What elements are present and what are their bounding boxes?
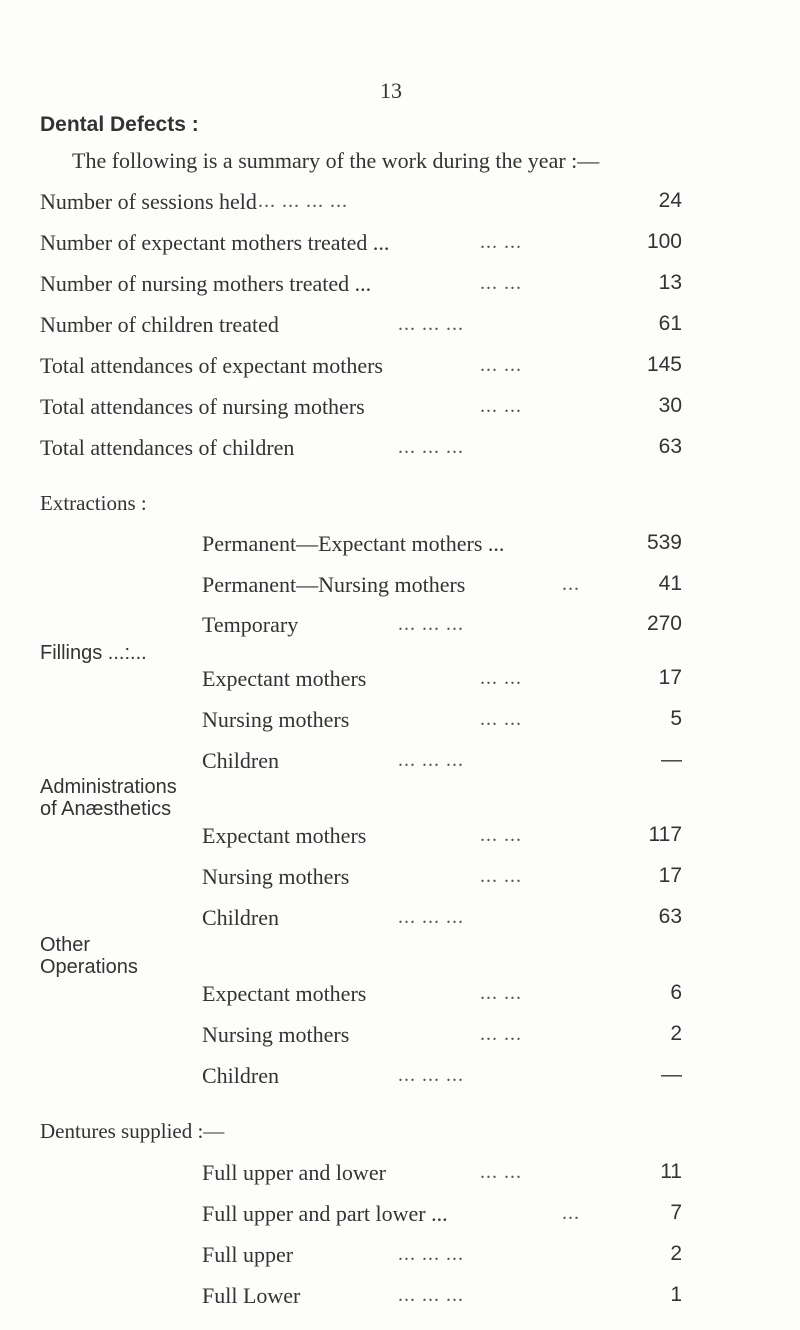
summary-label: Number of children treated: [40, 312, 279, 337]
page-number: 13: [380, 78, 402, 103]
leader-dots: ...: [562, 1202, 580, 1224]
leader-dots: ... ... ...: [398, 313, 464, 335]
denture-value: 11: [660, 1160, 682, 1183]
section-heading: Dental Defects :: [40, 113, 199, 136]
leader-dots: ... ... ...: [398, 1284, 464, 1306]
leader-dots: ... ... ...: [398, 906, 464, 928]
extraction-label: Temporary: [202, 612, 299, 637]
anaesthetics-label: of Anæsthetics: [40, 798, 172, 820]
summary-value: 13: [658, 271, 682, 294]
leader-dots: ... ...: [480, 865, 522, 887]
leader-dots: ... ... ... ...: [258, 190, 348, 212]
filling-label: Children: [202, 748, 279, 773]
leader-dots: ... ...: [480, 824, 522, 846]
filling-label: Expectant mothers: [202, 666, 367, 691]
summary-value: 145: [646, 353, 682, 376]
denture-label: Full Lower: [202, 1283, 301, 1308]
denture-label: Full upper and lower: [202, 1160, 386, 1185]
other-operations-label: Operations: [40, 956, 138, 978]
leader-dots: ... ...: [480, 231, 522, 253]
anaesthetic-label: Children: [202, 905, 279, 930]
denture-value: 1: [670, 1283, 682, 1306]
summary-label: Number of expectant mothers treated ...: [40, 230, 390, 255]
dentures-label: Dentures supplied :—: [40, 1119, 225, 1143]
operation-label: Nursing mothers: [202, 1022, 350, 1047]
summary-value: 63: [658, 435, 682, 458]
summary-label: Total attendances of nursing mothers: [40, 394, 365, 419]
operation-value: 2: [670, 1022, 682, 1045]
denture-label: Full upper: [202, 1242, 294, 1267]
anaesthetic-value: 17: [658, 864, 682, 887]
extraction-value: 41: [658, 572, 682, 595]
anaesthetic-value: 117: [648, 823, 682, 846]
leader-dots: ... ...: [480, 982, 522, 1004]
filling-value: 17: [658, 666, 682, 689]
summary-label: Number of nursing mothers treated ...: [40, 271, 372, 296]
filling-value: 5: [670, 707, 682, 730]
leader-dots: ... ...: [480, 395, 522, 417]
summary-label: Number of sessions held: [40, 189, 257, 214]
denture-label: Full upper and part lower ...: [202, 1201, 448, 1226]
leader-dots: ... ...: [480, 667, 522, 689]
leader-dots: ... ...: [480, 1023, 522, 1045]
operation-label: Expectant mothers: [202, 981, 367, 1006]
leader-dots: ... ... ...: [398, 436, 464, 458]
leader-dots: ... ...: [480, 272, 522, 294]
extractions-label: Extractions :: [40, 491, 147, 515]
filling-value: —: [661, 748, 682, 771]
summary-value: 100: [646, 230, 682, 253]
operation-value: —: [661, 1063, 682, 1086]
summary-label: Total attendances of expectant mothers: [40, 353, 383, 378]
extraction-value: 539: [646, 531, 682, 554]
denture-value: 2: [670, 1242, 682, 1265]
extraction-label: Permanent—Nursing mothers: [202, 572, 466, 597]
filling-label: Nursing mothers: [202, 707, 350, 732]
summary-value: 61: [658, 312, 682, 335]
other-operations-label: Other: [40, 934, 91, 956]
anaesthetic-label: Expectant mothers: [202, 823, 367, 848]
fillings-label: Fillings ...:...: [40, 642, 147, 664]
leader-dots: ... ... ...: [398, 749, 464, 771]
summary-value: 24: [658, 189, 682, 212]
operation-value: 6: [670, 981, 682, 1004]
extraction-label: Permanent—Expectant mothers ...: [202, 531, 505, 556]
anaesthetics-label: Administrations: [40, 776, 177, 798]
extraction-value: 270: [646, 612, 682, 635]
leader-dots: ...: [562, 573, 580, 595]
leader-dots: ... ...: [480, 354, 522, 376]
summary-label: Total attendances of children: [40, 435, 295, 460]
anaesthetic-label: Nursing mothers: [202, 864, 350, 889]
summary-value: 30: [658, 394, 682, 417]
leader-dots: ... ... ...: [398, 613, 464, 635]
leader-dots: ... ... ...: [398, 1243, 464, 1265]
anaesthetic-value: 63: [658, 905, 682, 928]
intro-text: The following is a summary of the work during the year :—: [72, 148, 600, 173]
denture-value: 7: [670, 1201, 682, 1224]
leader-dots: ... ... ...: [398, 1064, 464, 1086]
leader-dots: ... ...: [480, 1161, 522, 1183]
leader-dots: ... ...: [480, 708, 522, 730]
operation-label: Children: [202, 1063, 279, 1088]
